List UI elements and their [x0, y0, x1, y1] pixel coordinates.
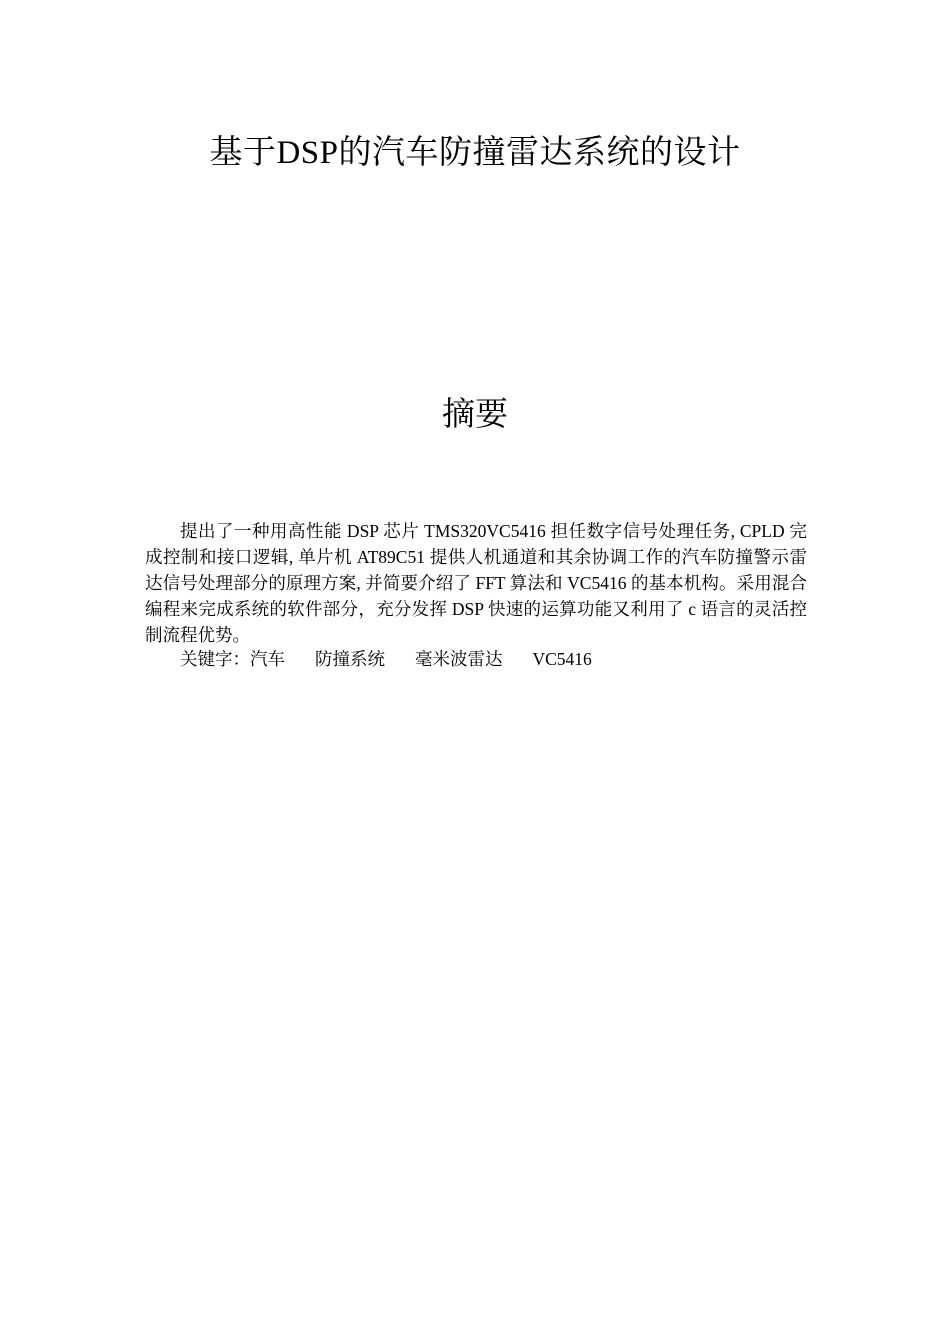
title-latin: DSP — [276, 135, 339, 171]
paper-title — [0, 130, 950, 175]
keyword-item: 毫米波雷达 — [415, 649, 503, 669]
abstract-text: 提出了一种用高性能 DSP 芯片 TMS320VC5416 担任数字信号处理任务, CPLD 完成控制和接口逻辑, 单片机 AT89C51 提供人机通道和其余协调工作的汽车防撞警示雷达信号处理部分的原理方案, 并简要介绍了 FFT 算法和 VC5416 的基本机构。采用混合编程来完成系统的软件部分，充分发挥 DSP 快速的运算功能又利用了 c 语言的灵活控制流程优势。 — [145, 521, 807, 645]
title-prefix: 基于 — [209, 132, 277, 171]
keyword-item: 汽车 — [250, 649, 285, 669]
abstract-heading: 摘要 — [442, 394, 508, 433]
keyword-item: VC5416 — [532, 649, 592, 669]
keywords-label: 关键字： — [180, 649, 250, 669]
title-suffix: 的汽车防撞雷达系统的设计 — [338, 132, 741, 171]
keywords-line — [145, 646, 807, 672]
keyword-item: 防撞系统 — [315, 649, 385, 669]
